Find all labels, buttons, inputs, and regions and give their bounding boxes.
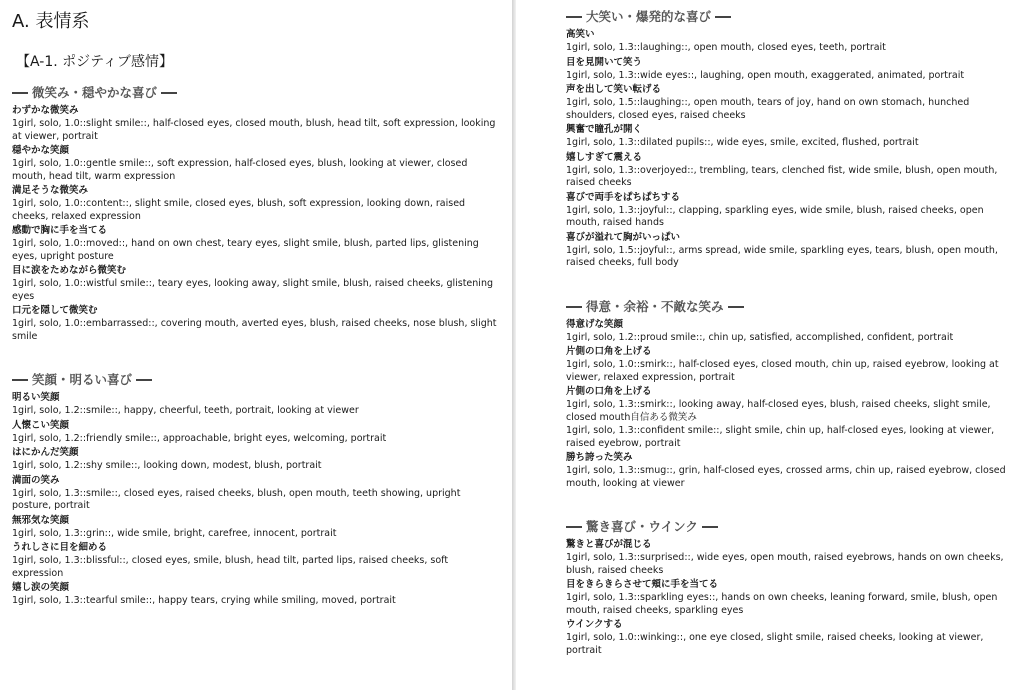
- entry-title: 目を見開いて笑う: [566, 56, 643, 68]
- entry-title: 明るい笑顔: [12, 392, 60, 403]
- prompt-entry: [12, 474, 502, 513]
- prompt-section: [566, 518, 1016, 657]
- entry-title: 無邪気な笑顔: [12, 514, 70, 526]
- entry-title: うれしさに目を細める: [12, 542, 108, 553]
- entry-title: ウインクする: [566, 619, 623, 630]
- entry-prompt: 1girl, solo, 1.0::winking::, one eye closed, slight smile, raised cheeks, looking at viewer, portrait: [566, 632, 984, 656]
- entry-title: 人懐こい笑顔: [12, 419, 70, 431]
- heading-dash-right: [702, 526, 718, 528]
- entry-prompt: 1girl, solo, 1.0::smirk::, half-closed eyes, closed mouth, chin up, raised eyebrow, looking at viewer, relaxed expression, portrait: [566, 359, 999, 383]
- prompt-section: [12, 84, 502, 343]
- entry-title: 声を出して笑い転げる: [566, 84, 662, 95]
- entry-title: はにかんだ笑顔: [12, 447, 79, 458]
- section-heading-text: 笑顔・明るい喜び: [32, 372, 133, 387]
- section-heading: [12, 371, 502, 389]
- entry-title: 喜びが溢れて胸がいっぱい: [566, 231, 681, 243]
- entry-prompt: 1girl, solo, 1.3::smile::, closed eyes, raised cheeks, blush, open mouth, teeth showing, upright posture, portrait: [12, 487, 461, 511]
- entry-prompt: 1girl, solo, 1.3::dilated pupils::, wide eyes, smile, excited, flushed, portrait: [566, 137, 919, 148]
- right-page: [516, 0, 1024, 690]
- entry-prompt: 1girl, solo, 1.3::smirk::, looking away, half-closed eyes, blush, raised cheeks, slight smile, closed mouth自信ある微笑み: [566, 399, 991, 423]
- entry-prompt: 1girl, solo, 1.2::friendly smile::, approachable, bright eyes, welcoming, portrait: [12, 432, 387, 444]
- section-heading: [566, 298, 1016, 316]
- heading-dash-left: [566, 306, 582, 308]
- entry-title: 目をきらきらさせて頬に手を当てる: [566, 579, 719, 590]
- heading-dash-right: [715, 16, 731, 18]
- prompt-entry: [566, 425, 1016, 450]
- entry-title: 嬉しすぎて震える: [566, 151, 643, 163]
- section-heading-text: 大笑い・爆発的な喜び: [586, 9, 712, 24]
- entry-title: 片側の口角を上げる: [566, 346, 652, 357]
- prompt-entry: [12, 541, 502, 580]
- section-heading: [566, 8, 1016, 26]
- entry-prompt: 1girl, solo, 1.3::wide eyes::, laughing, open mouth, exaggerated, animated, portrait: [566, 69, 965, 81]
- entry-prompt: 1girl, solo, 1.3::sparkling eyes::, hands on own cheeks, leaning forward, smile, blush, open mouth, raised cheeks, sparkling eyes: [566, 592, 998, 616]
- right-sections: [566, 8, 1016, 657]
- section-heading-text: 微笑み・穏やかな喜び: [32, 85, 158, 100]
- prompt-entry: [12, 581, 502, 608]
- entry-title: 得意げな笑顔: [566, 318, 624, 330]
- entry-title: 勝ち誇った笑み: [566, 452, 633, 463]
- entry-prompt: 1girl, solo, 1.0::slight smile::, half-closed eyes, closed mouth, blush, head tilt, soft expression, looking at viewer, portrait: [12, 118, 496, 142]
- entry-prompt: 1girl, solo, 1.2::smile::, happy, cheerful, teeth, portrait, looking at viewer: [12, 405, 359, 416]
- prompt-entry: [12, 104, 502, 143]
- entry-title: 目に涙をためながら微笑む: [12, 265, 127, 276]
- entry-prompt: 1girl, solo, 1.5::laughing::, open mouth, tears of joy, hand on own stomach, hunched shoulders, closed eyes, raised cheeks: [566, 97, 970, 121]
- prompt-section: [12, 371, 502, 608]
- heading-dash-left: [12, 379, 28, 381]
- prompt-entry: [12, 446, 502, 473]
- prompt-entry: [566, 151, 1016, 190]
- section-heading: [12, 84, 502, 102]
- entry-prompt: 1girl, solo, 1.3::blissful::, closed eyes, smile, blush, head tilt, parted lips, raised cheeks, soft expression: [12, 555, 449, 579]
- prompt-entry: [566, 538, 1016, 577]
- entry-title: わずかな微笑み: [12, 105, 79, 116]
- left-sections: [12, 84, 502, 608]
- prompt-entry: [566, 28, 1016, 55]
- entry-prompt: 1girl, solo, 1.3::grin::, wide smile, bright, carefree, innocent, portrait: [12, 527, 337, 539]
- heading-dash-right: [136, 379, 152, 381]
- entry-title: 満面の笑み: [12, 474, 60, 486]
- prompt-entry: [566, 451, 1016, 490]
- prompt-entry: [12, 144, 502, 183]
- prompt-entry: [12, 304, 502, 343]
- entry-title: 満足そうな微笑み: [12, 185, 89, 196]
- entry-prompt: 1girl, solo, 1.5::joyful::, arms spread, wide smile, sparkling eyes, tears, blush, open mouth, raised cheeks, full body: [566, 244, 998, 268]
- document-title: A. 表情系: [12, 11, 90, 32]
- entry-prompt: 1girl, solo, 1.3::smug::, grin, half-closed eyes, crossed arms, chin up, raised eyebrow, closed mouth, looking at viewer: [566, 465, 1006, 489]
- prompt-entry: [12, 514, 502, 541]
- entry-prompt: 1girl, solo, 1.0::moved::, hand on own chest, teary eyes, slight smile, blush, parted lips, glistening eyes, upright posture: [12, 238, 479, 262]
- section-heading-text: 得意・余裕・不敵な笑み: [586, 298, 724, 314]
- prompt-entry: [12, 264, 502, 303]
- entry-prompt: 1girl, solo, 1.3::confident smile::, slight smile, chin up, half-closed eyes, looking at viewer, raised eyebrow, portrait: [566, 425, 995, 449]
- prompt-entry: [566, 83, 1016, 122]
- entry-prompt: 1girl, solo, 1.0::content::, slight smile, closed eyes, blush, soft expression, looking down, raised cheeks, relaxed expression: [12, 198, 466, 222]
- prompt-entry: [566, 123, 1016, 150]
- entry-prompt: 1girl, solo, 1.2::proud smile::, chin up, satisfied, accomplished, confident, portrait: [566, 331, 954, 343]
- prompt-entry: [12, 419, 502, 446]
- section-heading: [566, 518, 1016, 536]
- entry-prompt: 1girl, solo, 1.3::laughing::, open mouth, closed eyes, teeth, portrait: [566, 42, 886, 53]
- prompt-entry: [566, 578, 1016, 617]
- entry-title: 口元を隠して微笑む: [12, 305, 98, 316]
- entry-prompt: 1girl, solo, 1.2::shy smile::, looking down, modest, blush, portrait: [12, 460, 322, 471]
- heading-dash-left: [566, 526, 582, 528]
- subsection-title: 【A-1. ポジティブ感情】: [16, 54, 174, 70]
- prompt-entry: [566, 56, 1016, 83]
- prompt-entry: [12, 184, 502, 223]
- entry-prompt: 1girl, solo, 1.3::overjoyed::, trembling, tears, clenched fist, wide smile, blush, open mouth, raised cheeks: [566, 164, 998, 188]
- entry-title: 片側の口角を上げる: [566, 386, 652, 397]
- prompt-entry: [566, 318, 1016, 345]
- entry-prompt: 1girl, solo, 1.0::wistful smile::, teary eyes, looking away, slight smile, blush, raised cheeks, glistening eyes: [12, 278, 493, 302]
- entry-title: 高笑い: [566, 29, 595, 40]
- prompt-entry: [12, 391, 502, 418]
- entry-prompt: 1girl, solo, 1.3::joyful::, clapping, sparkling eyes, wide smile, blush, raised cheeks, open mouth, raised hands: [566, 204, 984, 228]
- prompt-entry: [12, 224, 502, 263]
- entry-title: 興奮で瞳孔が開く: [566, 124, 643, 135]
- entry-title: 穏やかな笑顔: [12, 145, 70, 156]
- entry-title: 喜びで両手をぱちぱちする: [566, 191, 681, 203]
- heading-dash-left: [12, 92, 28, 94]
- prompt-entry: [566, 385, 1016, 424]
- heading-dash-right: [728, 306, 744, 308]
- entry-title: 感動で胸に手を当てる: [12, 225, 108, 236]
- prompt-entry: [566, 191, 1016, 230]
- section-heading-text: 驚き喜び・ウインク: [586, 519, 698, 534]
- prompt-section: [566, 8, 1016, 270]
- entry-title: 嬉し涙の笑顔: [12, 582, 70, 593]
- prompt-entry: [566, 345, 1016, 384]
- entry-prompt: 1girl, solo, 1.3::surprised::, wide eyes, open mouth, raised eyebrows, hands on own cheeks, blush, raised cheeks: [566, 552, 1004, 576]
- heading-dash-right: [161, 92, 177, 94]
- heading-dash-left: [566, 16, 582, 18]
- prompt-section: [566, 298, 1016, 491]
- entry-prompt: 1girl, solo, 1.0::embarrassed::, covering mouth, averted eyes, blush, raised cheeks, nose blush, slight smile: [12, 318, 497, 342]
- entry-prompt: 1girl, solo, 1.3::tearful smile::, happy tears, crying while smiling, moved, portrait: [12, 595, 396, 606]
- prompt-entry: [566, 231, 1016, 270]
- entry-prompt: 1girl, solo, 1.0::gentle smile::, soft expression, half-closed eyes, blush, looking at viewer, closed mouth, head tilt, warm expression: [12, 158, 468, 182]
- prompt-entry: [566, 618, 1016, 657]
- entry-title: 驚きと喜びが混じる: [566, 539, 652, 550]
